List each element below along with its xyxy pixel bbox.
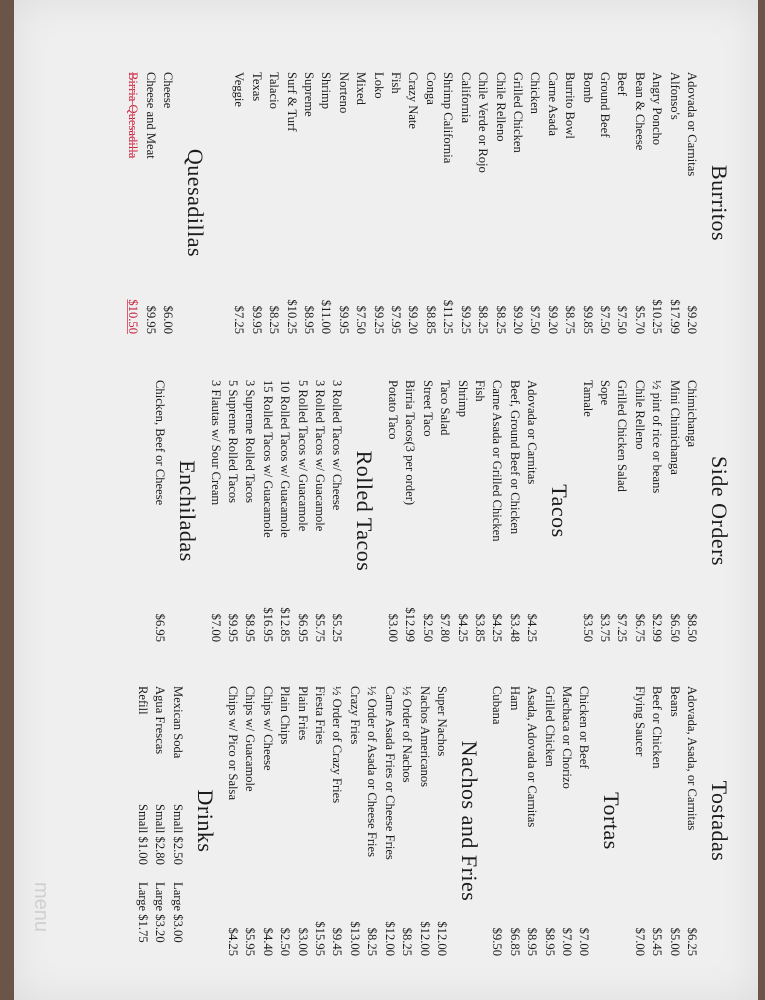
tacos-item — [418, 380, 435, 642]
burritos-item — [561, 72, 578, 334]
item-name: Burrito Bowl — [563, 72, 578, 139]
item-price: $8.95 — [302, 305, 317, 334]
rolled-tacos-item — [276, 380, 293, 642]
item-price: $9.20 — [406, 305, 421, 334]
item-price: $4.25 — [226, 927, 241, 956]
item-price: $9.95 — [336, 305, 351, 334]
item-price: $6.25 — [685, 927, 699, 956]
tortas-item — [575, 686, 592, 956]
item-name: Sope — [597, 380, 612, 406]
item-price: $2.50 — [278, 927, 293, 956]
item-name: Street Taco — [420, 380, 435, 437]
rolled-tacos-item — [206, 380, 223, 642]
tortas-item — [540, 686, 557, 956]
rolled-tacos-title: Rolled Tacos — [352, 450, 378, 572]
burritos-item — [352, 72, 369, 334]
item-name: Ground Beef — [597, 72, 612, 138]
item-name: Chimichanga — [685, 380, 699, 448]
item-name: Mexican Soda — [170, 686, 185, 759]
item-price: $5.00 — [667, 927, 682, 956]
item-price: $15.95 — [313, 921, 328, 956]
item-name: Veggie — [232, 72, 247, 107]
nachos-fries-item — [433, 686, 450, 956]
side-orders-item — [683, 380, 700, 642]
column-sides — [151, 380, 742, 642]
nachos-fries-item — [293, 686, 310, 956]
item-price: $9.20 — [510, 305, 525, 334]
item-name: Beans — [667, 686, 682, 717]
item-price: $6.75 — [632, 613, 647, 642]
item-price: $9.95 — [143, 305, 158, 334]
enchiladas-title: Enchiladas — [175, 460, 201, 562]
tacos-item — [488, 380, 505, 642]
item-name: Shrimp — [455, 380, 470, 418]
item-price: $7.25 — [232, 305, 247, 334]
item-name: Cubana — [490, 686, 505, 725]
item-name: Carne Asada or Grilled Chicken — [490, 380, 505, 542]
item-price: $17.99 — [667, 299, 682, 334]
burritos-item — [648, 72, 665, 334]
item-price: $8.50 — [685, 613, 699, 642]
item-name: Fiesta Fries — [313, 686, 328, 745]
item-name: 5 Supreme Rolled Tacos — [226, 380, 241, 504]
item-price: $10.25 — [650, 299, 665, 334]
item-price: $13.00 — [347, 921, 362, 956]
nachos-fries-list — [224, 686, 450, 956]
item-name: Beef, Ground Beef or Chicken — [507, 380, 522, 535]
tostadas-item — [630, 686, 647, 956]
nachos-fries-item — [363, 686, 380, 956]
burritos-item — [613, 72, 630, 334]
item-name: Chile Verde or Rojo — [476, 72, 491, 173]
drinks-list — [133, 686, 185, 956]
tacos-item — [523, 380, 540, 642]
item-name: Grilled Chicken — [510, 72, 525, 153]
item-name: Texas — [249, 72, 264, 102]
item-price: $9.25 — [371, 305, 386, 334]
item-price: $11.25 — [441, 299, 456, 334]
item-price: $3.00 — [295, 927, 310, 956]
item-name: Mini Chimichanga — [667, 380, 682, 475]
item-name: Chile Relleno — [493, 72, 508, 142]
item-name: California — [458, 72, 473, 124]
item-price: $9.20 — [545, 305, 560, 334]
item-name: Crazy Fries — [347, 686, 362, 745]
item-name: Birria Quesadilla — [126, 72, 141, 159]
burritos-item — [491, 72, 508, 334]
burritos-item — [526, 72, 543, 334]
item-name: Beef or Chicken — [650, 686, 665, 769]
item-name: Loko — [371, 72, 386, 99]
item-name: ½ Order of Crazy Fries — [330, 686, 345, 804]
tacos-item — [505, 380, 522, 642]
quesadillas-list — [124, 72, 176, 334]
item-name: Grilled Chicken — [542, 686, 557, 767]
quesadillas-item — [159, 72, 176, 334]
burritos-item — [247, 72, 264, 334]
item-name: Crazy Nate — [406, 72, 421, 129]
item-name: 15 Rolled Tacos w/ Guacamole — [260, 380, 275, 538]
burritos-item — [422, 72, 439, 334]
item-name: Conga — [423, 72, 438, 105]
side-orders-item — [596, 380, 613, 642]
tacos-item — [401, 380, 418, 642]
item-price: $3.00 — [385, 613, 400, 642]
item-price: $7.50 — [597, 305, 612, 334]
burritos-item — [317, 72, 334, 334]
large-price: Large $3.20 — [153, 882, 168, 943]
item-name: Chips w/ Guacamole — [243, 686, 258, 792]
nachos-fries-item — [380, 686, 397, 956]
item-price: $6.85 — [507, 927, 522, 956]
tortas-list — [488, 686, 592, 956]
item-name: Chicken, Beef or Cheese — [153, 380, 168, 506]
item-price: $9.85 — [580, 305, 595, 334]
burritos-item — [300, 72, 317, 334]
item-price: $9.25 — [458, 305, 473, 334]
tacos-item — [471, 380, 488, 642]
item-price: $5.95 — [243, 927, 258, 956]
item-price: $6.50 — [667, 613, 682, 642]
rolled-tacos-item — [311, 380, 328, 642]
item-name: 3 Rolled Tacos w/ Cheese — [330, 380, 345, 511]
item-name: Grilled Chicken Salad — [615, 380, 630, 492]
item-price: $4.25 — [455, 613, 470, 642]
item-price: $7.95 — [389, 305, 404, 334]
item-name: Tamale — [580, 380, 595, 417]
enchiladas-item — [151, 380, 168, 642]
item-name: ½ Order of Nachos — [400, 686, 415, 783]
item-name: Adovada or Carnitas — [685, 72, 699, 177]
item-price: $8.95 — [243, 613, 258, 642]
item-price: $7.00 — [632, 927, 647, 956]
item-price: $8.95 — [525, 927, 540, 956]
tortas-item — [523, 686, 540, 956]
item-price: $8.95 — [542, 927, 557, 956]
menu-page — [22, 10, 742, 990]
item-price: $7.25 — [615, 613, 630, 642]
item-price: $3.85 — [472, 613, 487, 642]
nachos-fries-item — [224, 686, 241, 956]
item-price: $8.25 — [365, 927, 380, 956]
item-price: $4.40 — [260, 927, 275, 956]
item-name: Chips w/ Cheese — [260, 686, 275, 771]
item-price: $2.50 — [420, 613, 435, 642]
side-orders-list — [578, 380, 700, 642]
nachos-fries-item — [241, 686, 258, 956]
side-orders-item — [630, 380, 647, 642]
item-price: $11.00 — [319, 299, 334, 334]
side-orders-title: Side Orders — [707, 456, 732, 566]
tacos-list — [384, 380, 541, 642]
item-name: Refill — [135, 686, 150, 715]
item-name: Angry Poncho — [650, 72, 665, 146]
item-price: $9.95 — [226, 613, 241, 642]
nachos-fries-item — [346, 686, 363, 956]
burritos-item — [282, 72, 299, 334]
item-name: Plain Chips — [278, 686, 293, 745]
item-price: $2.99 — [650, 613, 665, 642]
small-price: Small $2.80 — [153, 804, 168, 865]
item-price: $4.25 — [490, 613, 505, 642]
item-price: $12.00 — [417, 921, 432, 956]
item-name: 3 Rolled Tacos w/ Guacamole — [313, 380, 328, 532]
small-price: Small $1.00 — [135, 804, 150, 865]
item-price: $10.50 — [126, 299, 141, 334]
quesadillas-item — [124, 72, 141, 334]
watermark-text: menu — [30, 882, 52, 933]
enchiladas-list — [151, 380, 168, 642]
burritos-item — [265, 72, 282, 334]
item-name: Bean & Cheese — [632, 72, 647, 151]
item-price: $7.00 — [559, 927, 574, 956]
item-name: Machaca or Chorizo — [559, 686, 574, 789]
item-name: Fish — [389, 72, 404, 94]
item-name: Shrimp — [319, 72, 334, 110]
item-price: $5.45 — [650, 927, 665, 956]
burritos-item — [543, 72, 560, 334]
tostadas-item — [665, 686, 682, 956]
burritos-item — [665, 72, 682, 334]
item-name: Agua Frescas — [153, 686, 168, 755]
rolled-tacos-item — [328, 380, 345, 642]
item-price: $7.50 — [528, 305, 543, 334]
burritos-item — [683, 72, 700, 334]
burritos-item — [456, 72, 473, 334]
item-price: $6.95 — [153, 613, 168, 642]
column-burritos — [124, 72, 742, 334]
large-price: Large $3.00 — [170, 882, 185, 943]
item-name: 5 Rolled Tacos w/ Guacamole — [295, 380, 310, 532]
nachos-fries-item — [328, 686, 345, 956]
side-orders-item — [648, 380, 665, 642]
burritos-item — [404, 72, 421, 334]
item-name: 3 Flautas w/ Sour Cream — [208, 380, 223, 506]
item-price: $8.85 — [423, 305, 438, 334]
rolled-tacos-item — [241, 380, 258, 642]
item-name: Shrimp California — [441, 72, 456, 164]
rolled-tacos-item — [224, 380, 241, 642]
tostadas-list — [630, 686, 700, 956]
item-name: Super Nachos — [434, 686, 449, 757]
item-name: Chips w/ Pico or Salsa — [226, 686, 241, 801]
item-name: Cheese and Meat — [143, 72, 158, 159]
item-name: Carne Asada Fries or Cheese Fries — [382, 686, 397, 860]
tacos-item — [453, 380, 470, 642]
item-price: $5.70 — [632, 305, 647, 334]
item-name: Bomb — [580, 72, 595, 103]
item-name: Alfonso's — [667, 72, 682, 120]
tostadas-item — [683, 686, 700, 956]
item-price: $9.50 — [490, 927, 505, 956]
drinks-item — [133, 686, 150, 956]
burritos-item — [334, 72, 351, 334]
nachos-fries-item — [415, 686, 432, 956]
side-orders-item — [665, 380, 682, 642]
item-name: Taco Salad — [438, 380, 453, 436]
item-name: ½ pint of rice or beans — [650, 380, 665, 494]
nachos-fries-title: Nachos and Fries — [456, 740, 482, 902]
item-price: $8.25 — [493, 305, 508, 334]
item-price: $5.75 — [313, 613, 328, 642]
tacos-item — [436, 380, 453, 642]
item-price: $7.50 — [615, 305, 630, 334]
item-price: $7.50 — [354, 305, 369, 334]
tostadas-title: Tostadas — [707, 780, 732, 862]
item-name: ½ Order of Asada or Cheese Fries — [365, 686, 380, 858]
nachos-fries-item — [258, 686, 275, 956]
item-price: $6.95 — [295, 613, 310, 642]
item-price: $8.75 — [563, 305, 578, 334]
burritos-item — [578, 72, 595, 334]
tortas-item — [505, 686, 522, 956]
column-tostadas — [133, 686, 742, 956]
drinks-item — [151, 686, 168, 956]
item-name: Cheese — [161, 72, 176, 109]
quesadillas-title: Quesadillas — [183, 148, 209, 258]
item-price: $7.80 — [438, 613, 453, 642]
item-price: $3.48 — [507, 613, 522, 642]
quesadillas-item — [141, 72, 158, 334]
item-name: Birria Tacos(3 per order) — [403, 380, 418, 506]
nachos-fries-item — [276, 686, 293, 956]
item-name: Potato Taco — [385, 380, 400, 440]
item-price: $16.95 — [260, 607, 275, 642]
item-name: Adovada, Asada, or Carnitas — [685, 686, 699, 831]
nachos-fries-item — [398, 686, 415, 956]
item-price: $12.00 — [434, 921, 449, 956]
drinks-title: Drinks — [192, 789, 218, 853]
burritos-title: Burritos — [707, 164, 732, 242]
item-name: Flying Saucer — [632, 686, 647, 757]
side-orders-item — [613, 380, 630, 642]
item-price: $12.00 — [382, 921, 397, 956]
item-name: Mixed — [354, 72, 369, 105]
item-name: Nachos Americanos — [417, 686, 432, 788]
side-orders-item — [578, 380, 595, 642]
item-name: Plain Fries — [295, 686, 310, 741]
item-price: $8.25 — [400, 927, 415, 956]
small-price: Small $2.50 — [170, 804, 185, 865]
item-name: Fish — [472, 380, 487, 402]
burritos-item — [474, 72, 491, 334]
burritos-list — [230, 72, 700, 334]
item-price: $9.45 — [330, 927, 345, 956]
item-name: Ham — [507, 686, 522, 711]
drinks-item — [168, 686, 185, 956]
item-price: $9.95 — [249, 305, 264, 334]
rolled-tacos-list — [206, 380, 345, 642]
item-price: $7.00 — [577, 927, 592, 956]
item-name: 3 Supreme Rolled Tacos — [243, 380, 258, 504]
item-price: $3.50 — [580, 613, 595, 642]
item-name: Carne Asada — [545, 72, 560, 136]
rolled-tacos-item — [258, 380, 275, 642]
tortas-item — [488, 686, 505, 956]
tacos-item — [384, 380, 401, 642]
tortas-item — [558, 686, 575, 956]
item-name: Supreme — [302, 72, 317, 117]
item-price: $3.75 — [597, 613, 612, 642]
burritos-item — [439, 72, 456, 334]
item-price: $9.20 — [685, 305, 699, 334]
item-name: Chicken — [528, 72, 543, 114]
burritos-item — [509, 72, 526, 334]
item-price: $6.00 — [161, 305, 176, 334]
item-name: Adovada or Carnitas — [525, 380, 540, 485]
burritos-item — [369, 72, 386, 334]
item-price: $12.99 — [403, 607, 418, 642]
nachos-fries-item — [311, 686, 328, 956]
item-price: $10.25 — [284, 299, 299, 334]
item-name: 10 Rolled Tacos w/ Guacamole — [278, 380, 293, 538]
item-name: Beef — [615, 72, 630, 96]
item-price: $4.25 — [525, 613, 540, 642]
item-name: Chile Relleno — [632, 380, 647, 450]
burritos-item — [630, 72, 647, 334]
item-name: Asada, Adovada or Carnitas — [525, 686, 540, 828]
item-name: Chicken or Beef — [577, 686, 592, 769]
item-price: $8.25 — [476, 305, 491, 334]
tortas-title: Tortas — [599, 792, 625, 850]
item-name: Talacio — [267, 72, 282, 109]
item-price: $8.25 — [267, 305, 282, 334]
tostadas-item — [648, 686, 665, 956]
item-name: Norteno — [336, 72, 351, 114]
item-price: $5.25 — [330, 613, 345, 642]
large-price: Large $1.75 — [135, 882, 150, 943]
burritos-item — [596, 72, 613, 334]
rolled-tacos-item — [293, 380, 310, 642]
burritos-item — [387, 72, 404, 334]
item-name: Surf & Turf — [284, 72, 299, 132]
item-price: $7.00 — [208, 613, 223, 642]
burritos-item — [230, 72, 247, 334]
item-price: $12.85 — [278, 607, 293, 642]
tacos-title: Tacos — [547, 484, 573, 538]
